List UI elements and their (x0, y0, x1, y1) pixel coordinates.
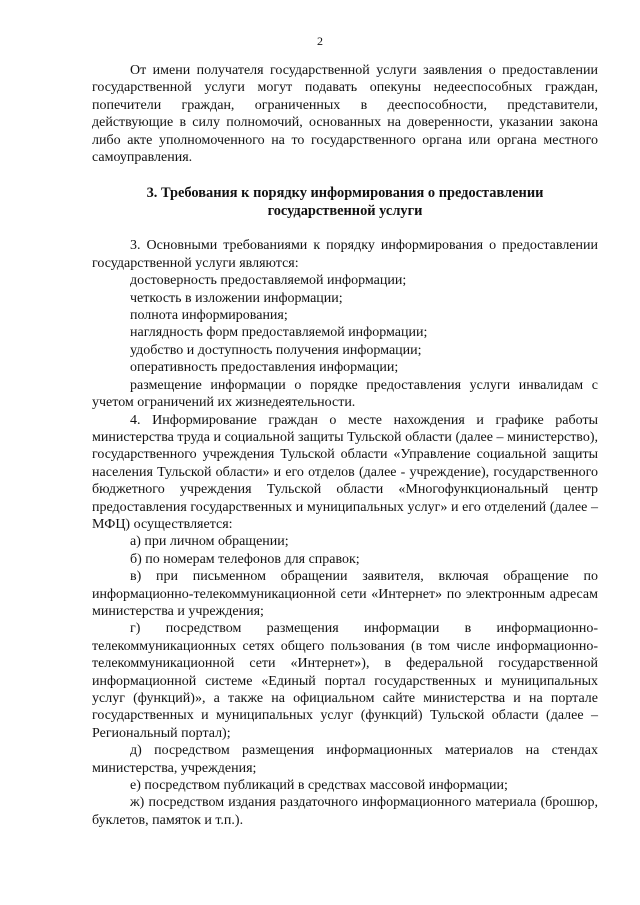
intro-paragraph: От имени получателя государственной услуги заявления о предоставлении государственной услуги могут подавать опекуны недееспособных граждан, попечители граждан, ограниченных в дееспособности, представители, действующие в силу полномочий, основанных на доверенности, указании закона либо акте уполномоченного на то государственного органа или органа местного самоуправления. (92, 63, 598, 166)
requirement-item-last: размещение информации о порядке предоставления услуги инвалидам с учетом ограничений их жизнедеятельности. (92, 377, 598, 411)
inform-method-item: е) посредством публикаций в средствах массовой информации; (130, 778, 508, 794)
document-body (92, 62, 598, 829)
inform-method-item: г) посредством размещения информации в информационно-телекоммуникационных сетях общего пользования (в том числе информационно-телекоммуникационной сети «Интернет»), в федеральной государственной информационной системе «Единый портал государственных и муниципальных услуг (функций)», а также на официальном сайте министерства и на портале государственных и муниципальных услуг (функций) Тульской области (далее – Региональный портал); (92, 621, 598, 741)
paragraph-3-lead: 3. Основными требованиями к порядку информирования о предоставлении государственной услуги являются: (92, 238, 598, 271)
page-number: 2 (317, 34, 323, 48)
inform-method-item: ж) посредством издания раздаточного информационного материала (брошюр, буклетов, памяток и т.п.). (92, 795, 598, 828)
requirement-item: достоверность предоставляемой информации; (130, 273, 407, 289)
inform-method-item: б) по номерам телефонов для справок; (130, 551, 360, 567)
requirement-item: удобство и доступность получения информации; (130, 342, 422, 358)
requirement-item: четкость в изложении информации; (130, 290, 343, 306)
inform-method-item: д) посредством размещения информационных материалов на стендах министерства, учреждения; (92, 743, 598, 776)
requirement-item: полнота информирования; (130, 308, 288, 324)
requirement-item: оперативность предоставления информации; (130, 360, 399, 376)
inform-method-item: в) при письменном обращении заявителя, включая обращение по информационно-телекоммуникационной сети «Интернет» по электронным адресам министерства и учреждения; (92, 569, 598, 619)
paragraph-4-lead: 4. Информирование граждан о месте нахождения и графике работы министерства труда и социальной защиты Тульской области (далее – министерство), государственного учреждения Тульской области «Управление социальной защиты населения Тульской области» и его отделов (далее - учреждение), государственного бюджетного учреждения Тульской области «Многофункциональный центр предоставления государственных и муниципальных услуг» и его отделений (далее – МФЦ) осуществляется: (92, 412, 598, 532)
section-heading (92, 184, 598, 220)
inform-method-item: а) при личном обращении; (130, 534, 289, 550)
section-heading-line1: 3. Требования к порядку информирования о предоставлении (146, 185, 544, 202)
requirement-item: наглядность форм предоставляемой информации; (130, 325, 428, 341)
section-heading-line2: государственной услуги (267, 203, 423, 220)
